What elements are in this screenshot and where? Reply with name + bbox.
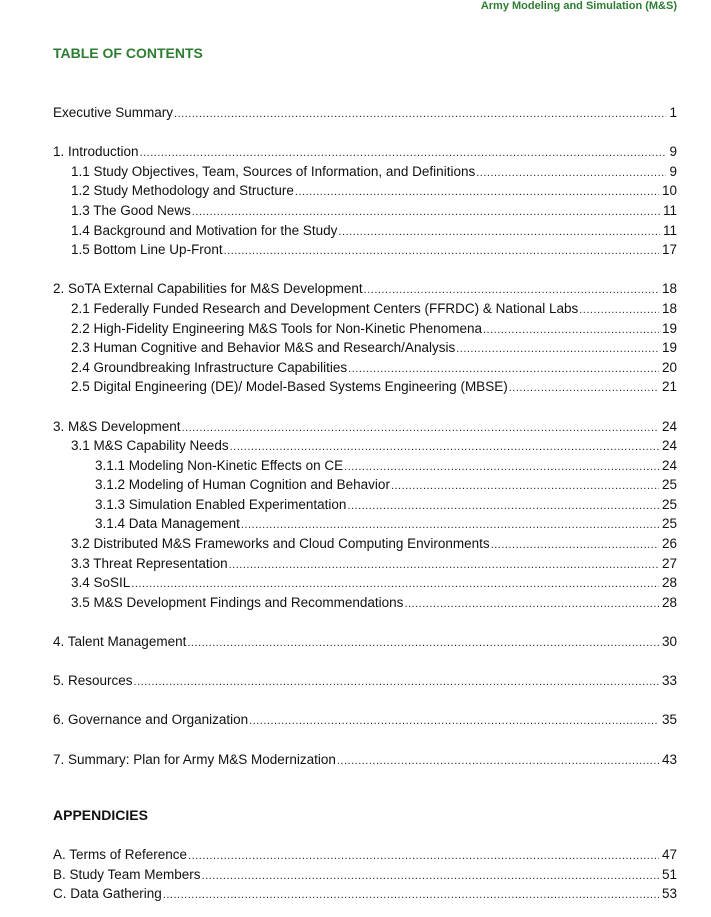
toc-entry-label: 3.1.1 Modeling Non-Kinetic Effects on CE xyxy=(95,457,344,473)
running-header: Army Modeling and Simulation (M&S) xyxy=(480,0,677,12)
dot-leader xyxy=(347,497,659,517)
toc-entry[interactable] xyxy=(53,671,677,691)
toc-entry-page-number: 10 xyxy=(661,183,677,199)
toc-entry-label: 1.1 Study Objectives, Team, Sources of Information, and Definitions xyxy=(71,163,476,179)
toc-entry-label: 3.5 M&S Development Findings and Recommendations xyxy=(71,594,404,610)
group-gap xyxy=(53,612,677,632)
toc-entry-label: 7. Summary: Plan for Army M&S Modernization xyxy=(53,751,336,767)
toc-entry-label: A. Terms of Reference xyxy=(53,847,188,862)
toc-entry-page-number: 28 xyxy=(661,575,677,591)
toc-entry[interactable] xyxy=(53,884,677,904)
toc-entry[interactable] xyxy=(53,221,677,241)
dot-leader xyxy=(224,242,659,262)
toc-entry-label: 5. Resources xyxy=(53,673,133,689)
dot-leader xyxy=(509,379,659,399)
toc-entry[interactable] xyxy=(53,338,677,358)
dot-leader xyxy=(295,183,659,203)
toc-entry-page-number: 35 xyxy=(661,712,677,728)
toc-entry[interactable] xyxy=(53,514,677,534)
dot-leader xyxy=(491,536,659,556)
toc-entry-page-number: 27 xyxy=(661,555,677,571)
dot-leader xyxy=(476,164,666,184)
toc-entry-page-number: 30 xyxy=(661,634,677,650)
toc-entry-label: 3.2 Distributed M&S Frameworks and Cloud Computing Environments xyxy=(71,536,490,552)
toc-entry[interactable] xyxy=(53,632,677,652)
toc-heading: TABLE OF CONTENTS xyxy=(53,45,203,61)
group-gap xyxy=(53,397,677,417)
toc-entry[interactable] xyxy=(53,377,677,397)
toc-entry-label: 3. M&S Development xyxy=(53,418,181,434)
toc-entry-page-number: 21 xyxy=(661,379,677,395)
toc-entry-label: C. Data Gathering xyxy=(53,886,162,902)
toc-entry-page-number: 9 xyxy=(669,163,677,179)
toc-entry-label: 2. SoTA External Capabilities for M&S Development xyxy=(53,281,363,297)
group-gap xyxy=(53,260,677,280)
toc-entry-label: 2.2 High-Fidelity Engineering M&S Tools for Non-Kinetic Phenomena xyxy=(71,320,482,336)
toc-entry[interactable] xyxy=(53,456,677,476)
toc-entry[interactable] xyxy=(53,436,677,456)
toc-entry-page-number: 28 xyxy=(661,594,677,610)
toc-entry[interactable] xyxy=(53,573,677,593)
toc-entry[interactable] xyxy=(53,142,677,162)
toc-entry-label: 6. Governance and Organization xyxy=(53,712,249,728)
toc-entry-page-number: 25 xyxy=(661,477,677,493)
dot-leader xyxy=(229,556,659,576)
toc-entry-label: 3.3 Threat Representation xyxy=(71,555,228,571)
dot-leader xyxy=(337,752,659,772)
toc-entry-page-number: 18 xyxy=(661,300,677,316)
toc-entry-page-number: 53 xyxy=(661,886,677,902)
dot-leader xyxy=(456,340,659,360)
toc-entry-label: 3.1.4 Data Management xyxy=(95,516,240,532)
dot-leader xyxy=(249,712,659,732)
toc-entry[interactable] xyxy=(53,750,677,770)
toc-entry-page-number: 43 xyxy=(661,751,677,767)
toc-entry-label: 3.1.3 Simulation Enabled Experimentation xyxy=(95,496,347,512)
toc-entry[interactable] xyxy=(53,240,677,260)
toc-entry[interactable] xyxy=(53,319,677,339)
toc-entry-page-number: 26 xyxy=(661,536,677,552)
dot-leader xyxy=(404,595,659,615)
toc-entry-label: 1.5 Bottom Line Up-Front xyxy=(71,242,223,258)
toc-entry[interactable] xyxy=(53,358,677,378)
group-gap xyxy=(53,691,677,711)
dot-leader xyxy=(188,847,659,867)
toc-entry-label: 1.4 Background and Motivation for the Study xyxy=(71,222,338,238)
dot-leader xyxy=(483,321,659,341)
toc-entry-label: 1.2 Study Methodology and Structure xyxy=(71,183,294,199)
group-gap xyxy=(53,730,677,750)
toc-entry-page-number: 11 xyxy=(662,222,677,238)
toc-entry-label: 2.4 Groundbreaking Infrastructure Capabilities xyxy=(71,359,348,375)
dot-leader xyxy=(344,458,659,478)
dot-leader xyxy=(182,419,659,439)
toc-entry-label: 3.4 SoSIL xyxy=(71,575,131,591)
toc-entry-page-number: 18 xyxy=(661,281,677,297)
toc-entry-label: 1. Introduction xyxy=(53,144,139,160)
toc-entry-page-number: 11 xyxy=(662,202,677,218)
toc-entry-page-number: 19 xyxy=(661,320,677,336)
dot-leader xyxy=(579,301,659,321)
dot-leader xyxy=(174,105,666,125)
toc-entry-page-number: 33 xyxy=(661,673,677,689)
toc-entry[interactable] xyxy=(53,181,677,201)
toc-entry[interactable] xyxy=(53,495,677,515)
dot-leader xyxy=(187,634,659,654)
toc-entry[interactable] xyxy=(53,534,677,554)
group-gap xyxy=(53,652,677,672)
toc-entry[interactable] xyxy=(53,201,677,221)
toc-entry-label: 2.3 Human Cognitive and Behavior M&S and Research/Analysis xyxy=(71,340,456,356)
dot-leader xyxy=(391,477,659,497)
toc-entry-page-number: 1 xyxy=(669,105,677,120)
dot-leader xyxy=(134,673,659,693)
toc-entry[interactable] xyxy=(53,845,677,865)
toc-entry[interactable] xyxy=(53,865,677,885)
dot-leader xyxy=(163,886,659,906)
toc-entry-label: 2.1 Federally Funded Research and Development Centers (FFRDC) & National Labs xyxy=(71,300,579,316)
toc-entry[interactable] xyxy=(53,417,677,437)
toc-entry[interactable] xyxy=(53,475,677,495)
toc-entry-page-number: 47 xyxy=(661,847,677,862)
toc-entry-label: 3.1 M&S Capability Needs xyxy=(71,438,229,454)
toc-entry[interactable] xyxy=(53,299,677,319)
dot-leader xyxy=(338,223,660,243)
toc-entry[interactable] xyxy=(53,279,677,299)
toc-entry-page-number: 24 xyxy=(661,418,677,434)
toc-entry-label: 1.3 The Good News xyxy=(71,202,191,218)
toc-entry-page-number: 24 xyxy=(661,438,677,454)
appendices-heading: APPENDICIES xyxy=(53,807,148,823)
toc-entry-page-number: 25 xyxy=(661,496,677,512)
toc-entry-label: 2.5 Digital Engineering (DE)/ Model-Based Systems Engineering (MBSE) xyxy=(71,379,508,395)
group-gap xyxy=(53,123,677,143)
toc-entry[interactable] xyxy=(53,710,677,730)
toc-entry-page-number: 9 xyxy=(669,144,677,160)
toc-entry-label: Executive Summary xyxy=(53,105,174,120)
toc-entry-page-number: 25 xyxy=(661,516,677,532)
appendices-list xyxy=(53,845,677,904)
toc-entry-label: 3.1.2 Modeling of Human Cognition and Behavior xyxy=(95,477,390,493)
toc-entry-page-number: 51 xyxy=(661,866,677,882)
toc-entry-label: B. Study Team Members xyxy=(53,866,201,882)
toc-entry[interactable] xyxy=(53,162,677,182)
toc-entry[interactable] xyxy=(53,554,677,574)
dot-leader xyxy=(202,867,659,887)
toc-entry[interactable] xyxy=(53,103,677,123)
toc-entry-label: 4. Talent Management xyxy=(53,634,187,650)
toc-entry-page-number: 20 xyxy=(661,359,677,375)
toc-entry-page-number: 24 xyxy=(661,457,677,473)
toc-entry-page-number: 19 xyxy=(661,340,677,356)
toc-entry[interactable] xyxy=(53,593,677,613)
toc-entry-page-number: 17 xyxy=(661,242,677,258)
toc-list xyxy=(53,103,677,769)
